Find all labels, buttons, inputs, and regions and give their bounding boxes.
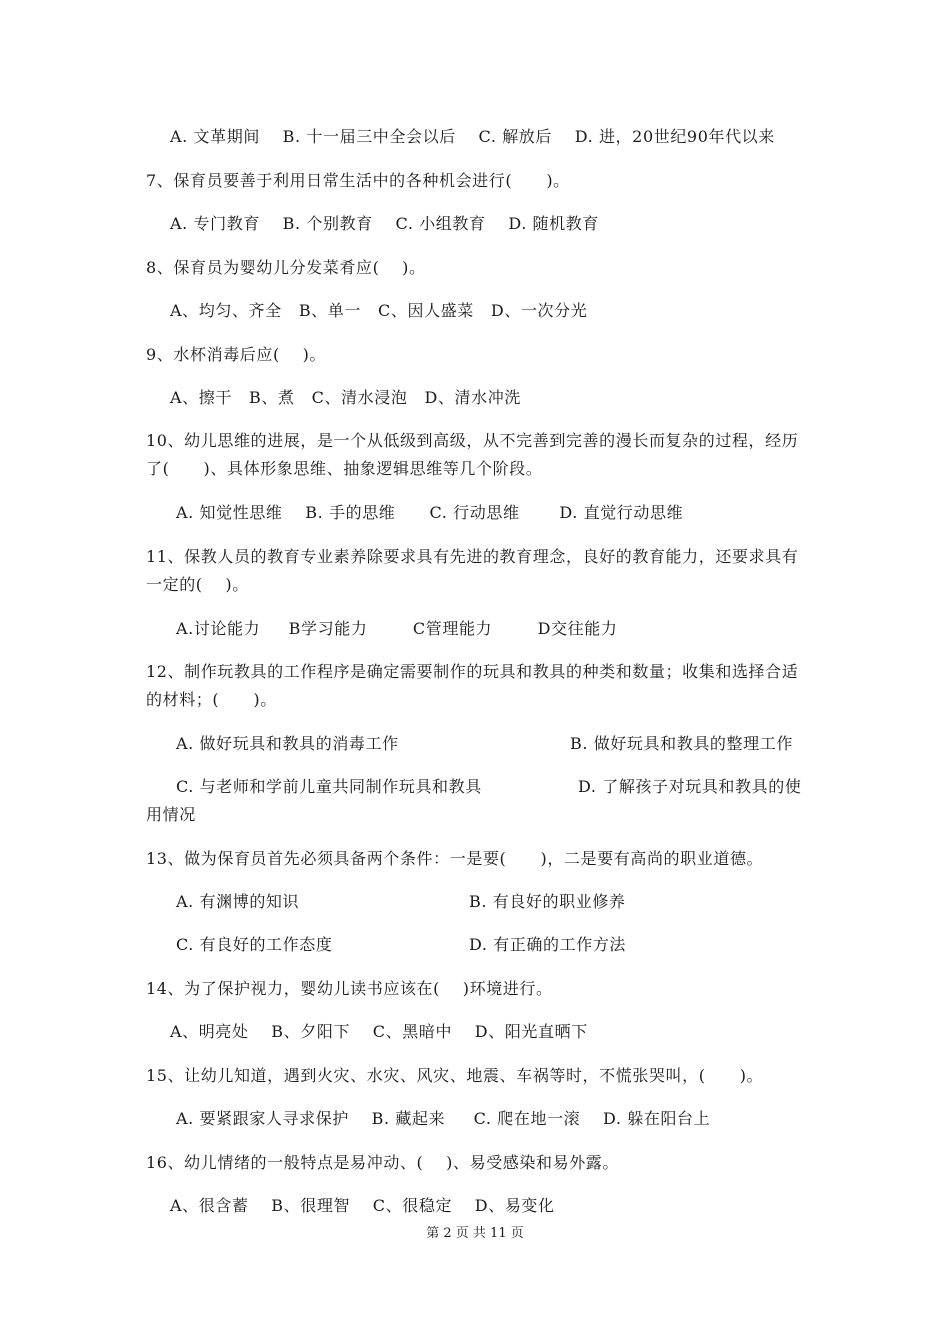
question-10-line-1: 10、幼儿思维的进展，是一个从低级到高级，从不完善到完善的漫长而复杂的过程，经历 bbox=[146, 431, 799, 450]
q7-options: A. 专门教育 B. 个别教育 C. 小组教育 D. 随机教育 bbox=[170, 214, 599, 233]
q9-options: A、擦干 B、煮 C、清水浸泡 D、清水冲洗 bbox=[170, 388, 521, 407]
q11-options: A.讨论能力 B学习能力 C管理能力 D交往能力 bbox=[176, 619, 618, 638]
question-9: 9、水杯消毒后应( )。 bbox=[146, 345, 327, 364]
q12-option-a: A. 做好玩具和教具的消毒工作 bbox=[176, 734, 399, 753]
q12-option-d: D. 了解孩子对玩具和教具的使 bbox=[578, 777, 802, 796]
question-11-line-2: 一定的( )。 bbox=[146, 575, 249, 594]
q13-option-c: C. 有良好的工作态度 bbox=[176, 935, 333, 954]
q13-option-d: D. 有正确的工作方法 bbox=[469, 935, 627, 954]
question-15: 15、让幼儿知道，遇到火灾、水灾、风灾、地震、车祸等时，不慌张哭叫，( )。 bbox=[146, 1066, 764, 1085]
q6-options: A. 文革期间 B. 十一届三中全会以后 C. 解放后 D. 进，20世纪90年代以来 bbox=[170, 127, 775, 146]
q14-options: A、明亮处 B、夕阳下 C、黑暗中 D、阳光直晒下 bbox=[170, 1022, 588, 1041]
question-14: 14、为了保护视力，婴幼儿读书应该在( )环境进行。 bbox=[146, 979, 553, 998]
q8-options: A、均匀、齐全 B、单一 C、因人盛菜 D、一次分光 bbox=[170, 301, 588, 320]
question-13: 13、做为保育员首先必须具备两个条件：一是要( )，二是要有高尚的职业道德。 bbox=[146, 849, 764, 868]
q10-options: A. 知觉性思维 B. 手的思维 C. 行动思维 D. 直觉行动思维 bbox=[176, 503, 684, 522]
question-12-line-1: 12、制作玩教具的工作程序是确定需要制作的玩具和教具的种类和数量；收集和选择合适 bbox=[146, 662, 799, 681]
question-16: 16、幼儿情绪的一般特点是易冲动、( )、易受感染和易外露。 bbox=[146, 1153, 619, 1172]
question-11-line-1: 11、保教人员的教育专业素养除要求具有先进的教育理念，良好的教育能力，还要求具有 bbox=[146, 547, 799, 566]
q13-option-a: A. 有渊博的知识 bbox=[176, 892, 300, 911]
q16-options: A、很含蓄 B、很理智 C、很稳定 D、易变化 bbox=[170, 1196, 555, 1215]
q12-option-c: C. 与老师和学前儿童共同制作玩具和教具 bbox=[176, 777, 482, 796]
q15-options: A. 要紧跟家人寻求保护 B. 藏起来 C. 爬在地一滚 D. 躲在阳台上 bbox=[176, 1109, 711, 1128]
question-7: 7、保育员要善于利用日常生活中的各种机会进行( )。 bbox=[146, 171, 570, 190]
question-12-line-2: 的材料；( )。 bbox=[146, 690, 277, 709]
page-footer: 第 2 页 共 11 页 bbox=[426, 1226, 524, 1241]
question-10-line-2: 了( )、具体形象思维、抽象逻辑思维等几个阶段。 bbox=[146, 459, 543, 478]
q12-option-d-continued: 用情况 bbox=[146, 805, 196, 824]
question-8: 8、保育员为婴幼儿分发菜肴应( )。 bbox=[146, 258, 426, 277]
q13-option-b: B. 有良好的职业修养 bbox=[469, 892, 626, 911]
q12-option-b: B. 做好玩具和教具的整理工作 bbox=[570, 734, 793, 753]
